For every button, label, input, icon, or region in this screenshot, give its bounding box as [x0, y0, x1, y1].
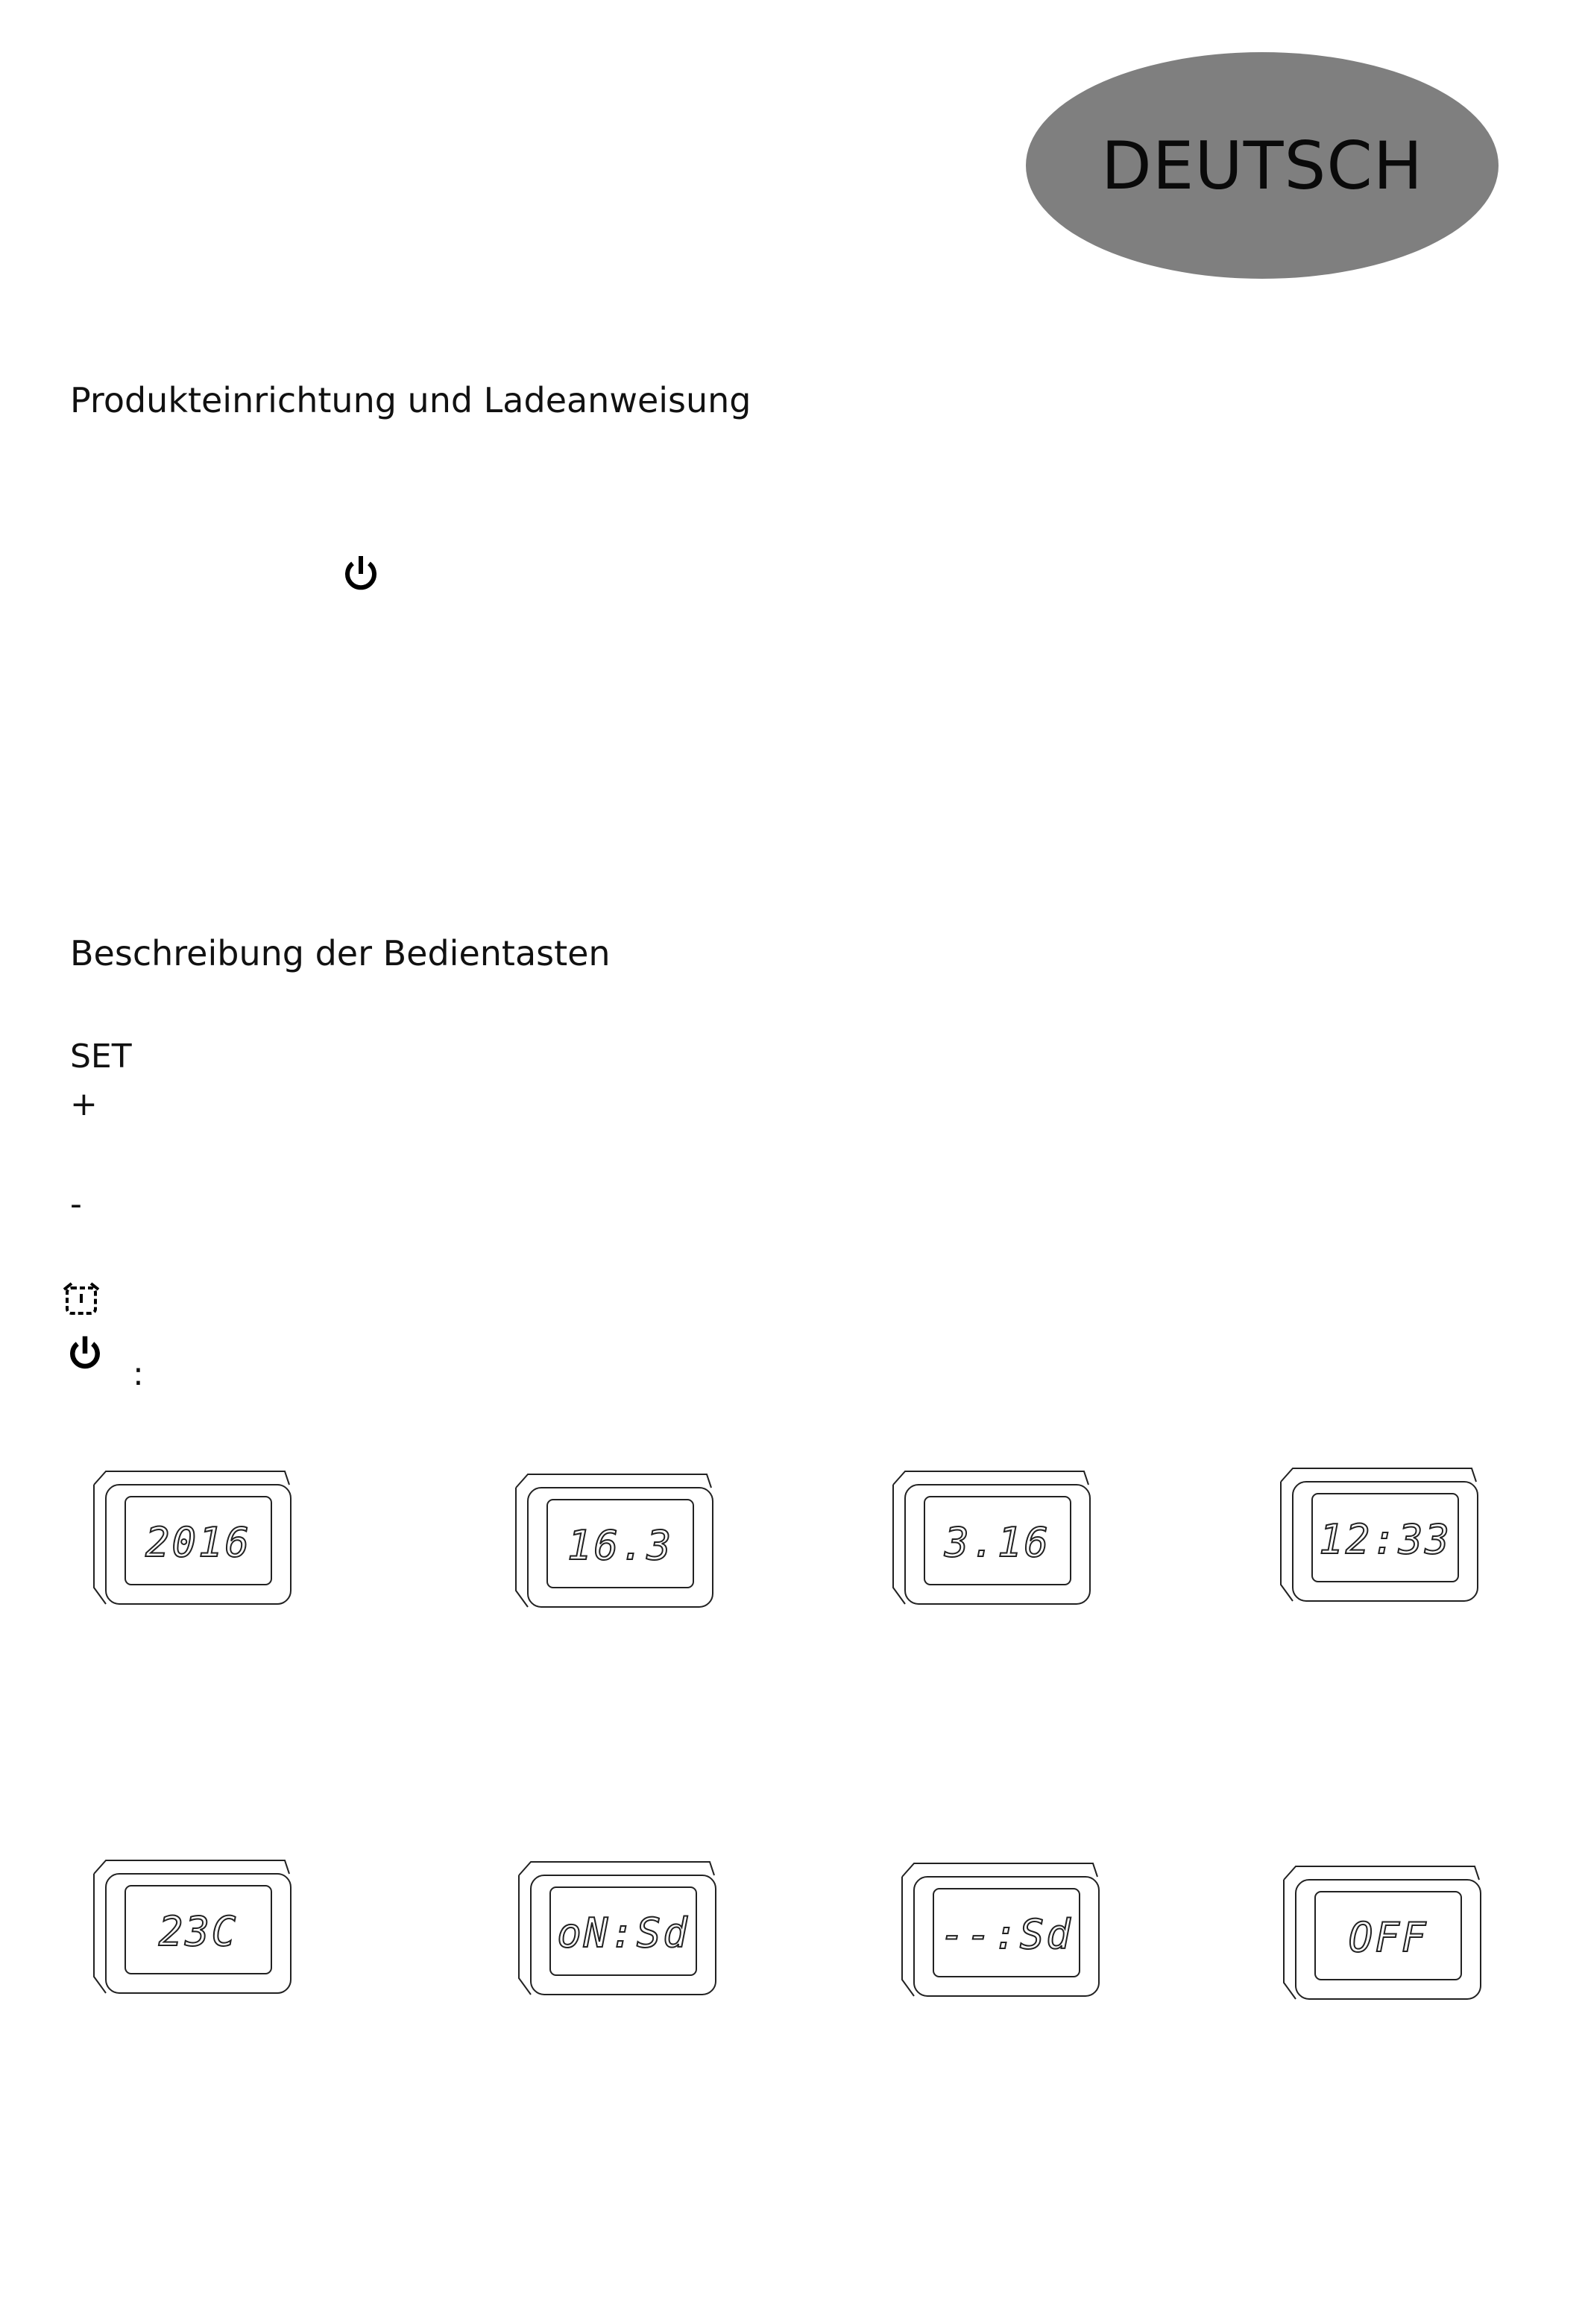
plus-button-label: + [70, 1085, 98, 1123]
alarm-clock-icon [61, 1281, 101, 1321]
clock-display-voice-on [508, 1853, 725, 2002]
clock-display-text: oN:Sd [557, 1910, 690, 1957]
clock-display-text: --:Sd [940, 1911, 1073, 1958]
clock-display-text: 16.3 [567, 1522, 674, 1569]
clock-display-text: OFF [1348, 1914, 1428, 1961]
power-icon [340, 553, 382, 598]
clock-display-temperature [83, 1851, 300, 2001]
language-badge [1026, 52, 1499, 279]
minus-button-label: - [70, 1185, 82, 1223]
power-button-colon: : [133, 1355, 144, 1393]
clock-display-off [1273, 1857, 1490, 2006]
clock-display-text: 12:33 [1319, 1516, 1452, 1563]
clock-display-time [1270, 1459, 1487, 1608]
power-icon [66, 1334, 104, 1376]
clock-display-voice-off [892, 1854, 1108, 2003]
clock-display-year [83, 1462, 300, 1611]
clock-display-date [883, 1462, 1099, 1611]
clock-display-text: 2016 [145, 1519, 252, 1566]
setup-heading: Produkteinrichtung und Ladeanweisung [70, 380, 751, 420]
set-button-label: SET [70, 1038, 132, 1076]
language-label: DEUTSCH [1100, 127, 1423, 204]
clock-display-text: 23C [158, 1908, 239, 1955]
clock-display-text: 3.16 [944, 1519, 1051, 1566]
clock-display-date [505, 1465, 722, 1614]
buttons-heading: Beschreibung der Bedientasten [70, 933, 611, 973]
